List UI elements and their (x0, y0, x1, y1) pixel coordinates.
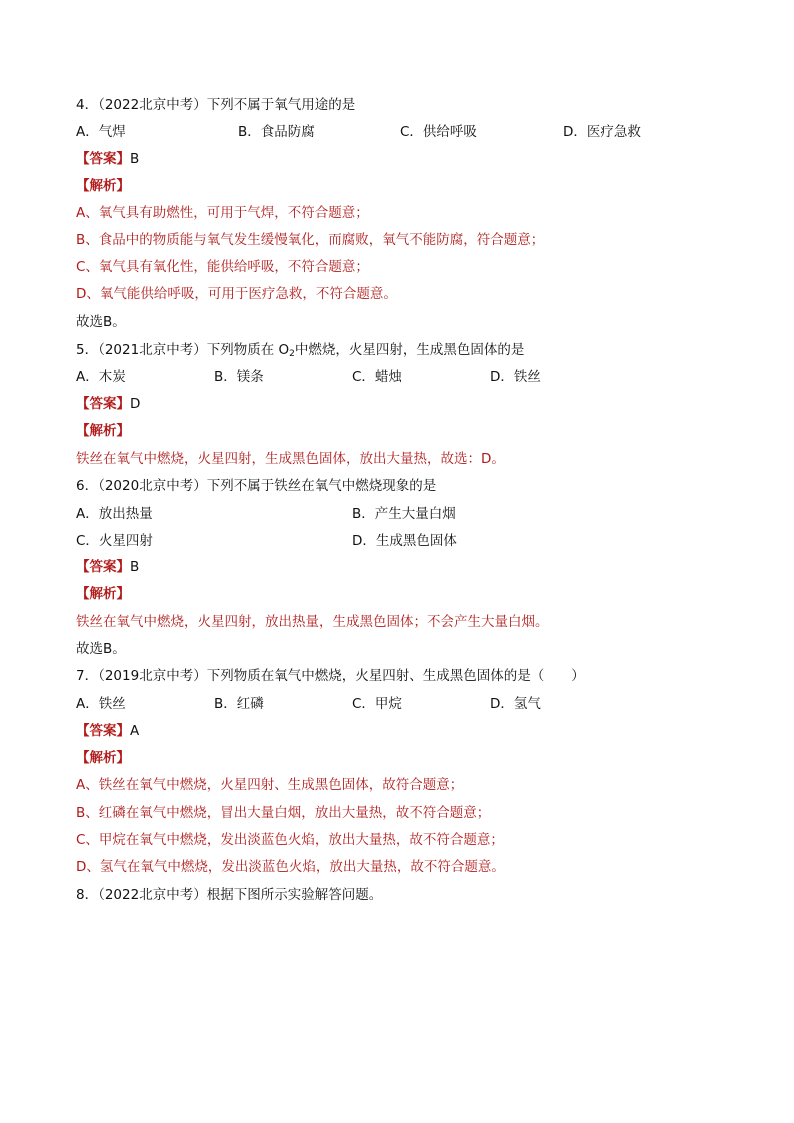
q7-option-c: C．甲烷 (352, 696, 402, 712)
q6-conclusion: 故选B。 (76, 641, 126, 657)
q7-option-d: D．氢气 (490, 696, 541, 712)
q5-answer (76, 395, 140, 413)
q6-answer-value: B (130, 559, 140, 575)
q7-analysis-d: D、氢气在氧气中燃烧，发出淡蓝色火焰，放出大量热，故不符合题意。 (76, 859, 505, 875)
q6-answer (76, 558, 139, 576)
q7-stem: 7．（2019北京中考）下列物质在氧气中燃烧，火星四射、生成黑色固体的是（ ） (76, 668, 585, 684)
q5-analysis: 铁丝在氧气中燃烧，火星四射，生成黑色固体，放出大量热，故选：D。 (76, 451, 505, 467)
q4-analysis-label: 【解析】 (76, 178, 130, 194)
q4-analysis-d: D、氧气能供给呼吸，可用于医疗急救，不符合题意。 (76, 286, 397, 302)
q5-answer-label: 【答案】 (76, 396, 130, 412)
q7-answer-label: 【答案】 (76, 723, 130, 739)
q7-analysis-label: 【解析】 (76, 750, 130, 766)
q4-answer-label: 【答案】 (76, 151, 130, 167)
q5-option-d: D．铁丝 (490, 369, 541, 385)
q4-conclusion: 故选B。 (76, 314, 126, 330)
q5-option-a: A．木炭 (76, 369, 126, 385)
q7-option-a: A．铁丝 (76, 696, 126, 712)
q6-analysis-label: 【解析】 (76, 586, 130, 602)
q4-stem: 4．（2022北京中考）下列不属于氧气用途的是 (76, 97, 356, 113)
q6-option-b: B．产生大量白烟 (352, 506, 456, 522)
q7-analysis-b: B、红磷在氧气中燃烧，冒出大量白烟，放出大量热，故不符合题意； (76, 805, 491, 821)
q5-stem-pre: 5．（2021北京中考）下列物质在 O (76, 342, 290, 358)
q4-answer (76, 150, 139, 168)
q4-answer-value: B (130, 151, 140, 167)
q8-stem: 8．（2022北京中考）根据下图所示实验解答问题。 (76, 887, 383, 903)
q4-analysis-b: B、食品中的物质能与氧气发生缓慢氧化，而腐败，氧气不能防腐，符合题意； (76, 232, 545, 248)
q5-analysis-label: 【解析】 (76, 423, 130, 439)
q4-option-b: B．食品防腐 (238, 124, 315, 140)
q6-option-c: C．火星四射 (76, 533, 153, 549)
q4-analysis-c: C、氧气具有氧化性，能供给呼吸，不符合题意； (76, 259, 369, 275)
q7-answer (76, 722, 139, 740)
q7-analysis-a: A、铁丝在氧气中燃烧，火星四射、生成黑色固体，故符合题意； (76, 777, 464, 793)
q7-analysis-c: C、甲烷在氧气中燃烧，发出淡蓝色火焰，放出大量热，故不符合题意； (76, 832, 504, 848)
q4-option-a: A．气焊 (76, 124, 126, 140)
q4-option-d: D．医疗急救 (563, 124, 641, 140)
q5-option-c: C．蜡烛 (352, 369, 402, 385)
q6-stem: 6．（2020北京中考）下列不属于铁丝在氧气中燃烧现象的是 (76, 478, 437, 494)
q7-answer-value: A (130, 723, 140, 739)
q4-option-c: C．供给呼吸 (400, 124, 477, 140)
q6-analysis: 铁丝在氧气中燃烧，火星四射，放出热量，生成黑色固体；不会产生大量白烟。 (76, 614, 549, 630)
q6-option-d: D．生成黑色固体 (352, 533, 457, 549)
q5-stem-subscript: 2 (289, 349, 295, 359)
q5-stem-post: 中燃烧，火星四射，生成黑色固体的是 (294, 342, 525, 358)
q5-stem (76, 341, 524, 363)
q6-option-a: A．放出热量 (76, 506, 153, 522)
q5-answer-value: D (130, 396, 141, 412)
q5-option-b: B．镁条 (214, 369, 264, 385)
q6-answer-label: 【答案】 (76, 559, 130, 575)
q4-analysis-a: A、氧气具有助燃性，可用于气焊，不符合题意； (76, 205, 369, 221)
q7-option-b: B．红磷 (214, 696, 264, 712)
